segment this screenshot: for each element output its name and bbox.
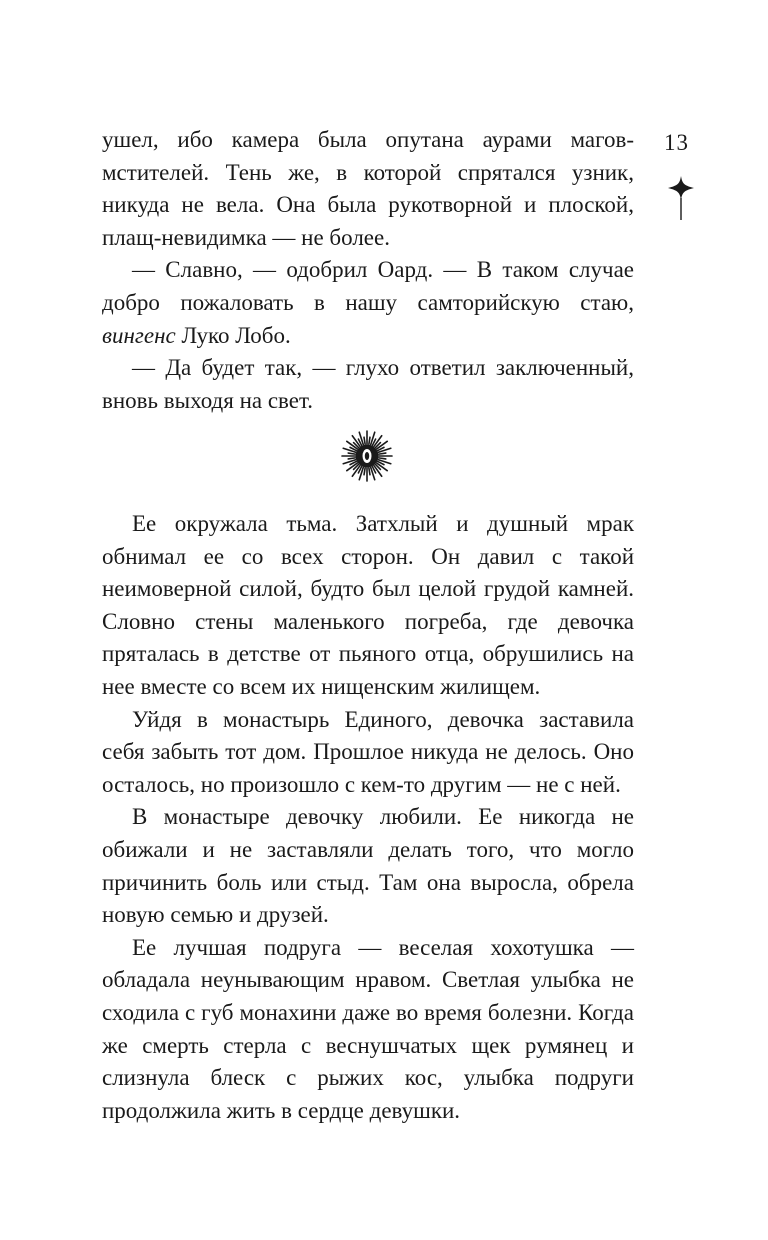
- sunburst-ray: [364, 437, 365, 444]
- paragraph: Уйдя в монастырь Единого, девочка заставила себя забыть тот дом. Прошлое никуда не делось. Оно осталось, но произошло с кем-то другим — не с ней.: [102, 706, 634, 797]
- paragraph: — Да будет так, — глухо ответил заключенный, вновь выходя на свет.: [102, 355, 634, 413]
- paragraph: [102, 254, 634, 352]
- italic-word: вингенс: [102, 322, 176, 348]
- text-section-two: [102, 508, 634, 1127]
- paragraph: В монастыре девочку любили. Ее никогда не обижали и не заставляли делать того, что могло причинить боль или стыд. Там она выросла, обрела новую семью и друзей.: [102, 804, 634, 928]
- page-number: 13: [664, 130, 689, 155]
- sunburst-ray: [364, 468, 365, 475]
- four-point-star-icon: [664, 176, 698, 222]
- paragraph: Ее окружала тьма. Затхлый и душный мрак обнимал ее со всех сторон. Он давил с такой неимоверной силой, будто был целой грудой камней. Словно стены маленького погреба, где девочка пряталась в детстве от пьяного отца, обрушились на нее вместе со всем их нищенским жилищем.: [102, 511, 634, 699]
- sunburst-ray: [348, 453, 355, 454]
- sunburst-ray: [369, 468, 370, 475]
- paragraph: Ее лучшая подруга — веселая хохотушка — обладала неунывающим нравом. Светлая улыбка не сходила с губ монахини даже во время болезни. Когда же смерть стерла с веснушчатых щек румянец и слизнула блеск с рыжих кос, улыбка подруги продолжила жить в сердце девушки.: [102, 934, 634, 1123]
- paragraph: ушел, ибо камера была опутана аурами магов-мстителей. Тень же, в которой спрятался узник, никуда не вела. Она была рукотворной и плоской, плащ-невидимка — не более.: [102, 127, 634, 250]
- sunburst-ray: [369, 437, 370, 444]
- dialogue-text: — Славно, — одобрил Оард. — В таком случае добро пожаловать в нашу самторийскую стаю,: [102, 257, 634, 315]
- sunburst-ray: [379, 453, 386, 454]
- dialogue-text: Луко Лобо.: [175, 322, 291, 348]
- sunburst-eye-icon: [341, 430, 393, 482]
- text-section-one: [102, 124, 634, 417]
- sunburst-ray: [348, 458, 355, 459]
- sunburst-ray: [379, 458, 386, 459]
